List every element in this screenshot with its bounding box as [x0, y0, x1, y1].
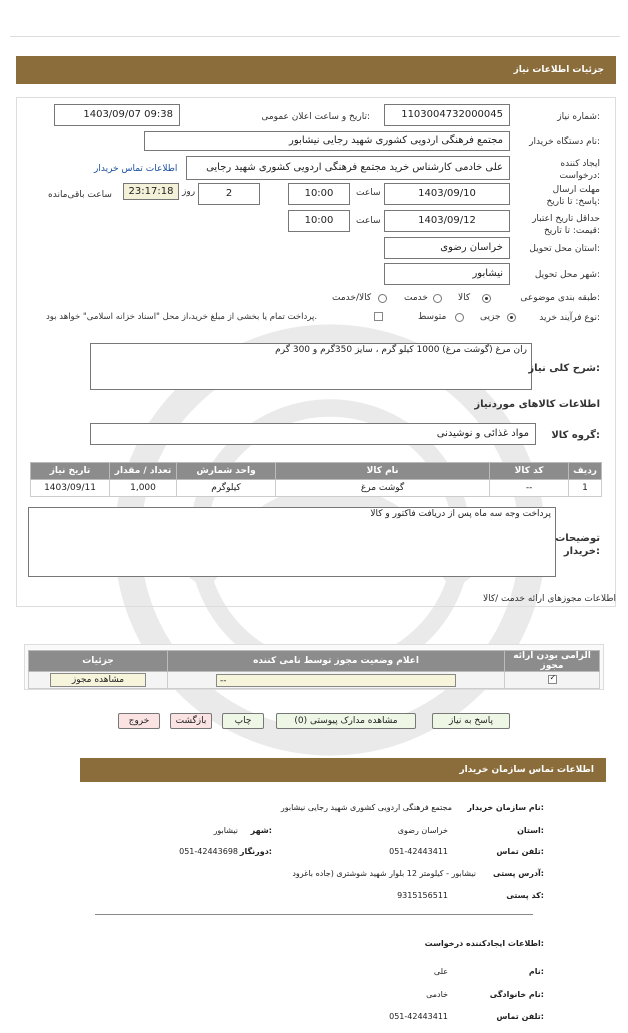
permit-required-cell	[505, 672, 600, 689]
contact-org-label: نام سازمان خریدار:	[467, 803, 544, 812]
permit-required-checkbox	[548, 675, 557, 684]
col-permit-details: جزئیات	[29, 651, 168, 672]
page-title: جزئیات اطلاعات نیاز	[513, 65, 604, 75]
remaining-label: ساعت باقی‌مانده	[48, 190, 112, 200]
contact-province-label: استان:	[517, 826, 544, 835]
col-row: ردیف	[569, 463, 602, 480]
deadline-time-label: ساعت	[356, 188, 381, 198]
goods-section-title: اطلاعات کالاهای موردنیاز	[474, 399, 600, 410]
day-label: روز	[182, 187, 196, 197]
process-minor-label: جزیی	[480, 312, 501, 322]
col-permit-required: الزامی بودن ارائه مجوز	[505, 651, 600, 672]
page-header	[16, 56, 616, 84]
buyer-notes-label: توضیحات خریدار:	[555, 533, 600, 557]
reply-button[interactable]: پاسخ به نیاز	[432, 713, 510, 729]
announce-field: 1403/09/07 09:38	[54, 104, 180, 126]
validity-time-label: ساعت	[356, 216, 381, 226]
province-label: استان محل تحویل:	[529, 244, 600, 254]
top-divider	[10, 36, 620, 37]
buyer-notes-text: پرداخت وجه سه ماه پس از دریافت فاکتور و کالا	[370, 509, 551, 519]
city-field: نیشابور	[384, 263, 510, 285]
creator-info-title: اطلاعات ایجادکننده درخواست:	[424, 939, 544, 948]
city-label: شهر محل تحویل:	[534, 270, 600, 280]
contact-city: نیشابور	[213, 826, 238, 835]
creator-family-label: نام خانوادگی:	[489, 990, 544, 999]
permit-details-cell	[29, 672, 168, 689]
cell-date: 1403/09/11	[31, 480, 110, 497]
category-goods-label: کالا	[458, 293, 471, 303]
creator-name: علی	[433, 967, 448, 976]
deadline-label: مهلت ارسال پاسخ: تا تاریخ:	[546, 185, 600, 207]
days-field: 2	[198, 183, 260, 205]
payment-checkbox[interactable]	[374, 312, 383, 321]
process-radio-medium[interactable]	[455, 313, 464, 322]
view-permit-button[interactable]: مشاهده مجوز	[50, 673, 146, 687]
process-medium-label: متوسط	[418, 312, 447, 322]
buyer-org-label: نام دستگاه خریدار:	[529, 137, 600, 147]
category-service-label: خدمت	[404, 293, 428, 303]
remaining-time-field: 23:17:18	[123, 183, 179, 200]
contact-header	[80, 758, 606, 782]
deadline-time-field: 10:00	[288, 183, 350, 205]
contact-title: اطلاعات تماس سازمان خریدار	[459, 765, 594, 775]
permits-table	[28, 650, 600, 689]
contact-phone: 051-42443411	[389, 847, 448, 856]
creator-field: علی خادمی کارشناس خرید مجتمع فرهنگی اردویی کشوری شهید رجایی	[186, 156, 510, 180]
cell-row: 1	[569, 480, 602, 497]
creator-label: ایجاد کننده درخواست:	[559, 159, 600, 181]
buyer-org-field: مجتمع فرهنگی اردویی کشوری شهید رجایی نیشابور	[144, 131, 510, 151]
table-row	[31, 480, 602, 497]
cell-code: --	[490, 480, 569, 497]
description-label: شرح کلی نیاز:	[528, 363, 600, 374]
creator-phone-label: تلفن تماس:	[496, 1012, 544, 1021]
permits-table-header	[29, 651, 600, 672]
category-label: طبقه بندی موضوعی:	[520, 293, 600, 303]
check-icon: ✓	[549, 673, 557, 682]
category-radio-goods[interactable]	[482, 294, 491, 303]
contact-province: خراسان رضوی	[397, 826, 448, 835]
permit-status-field: --	[216, 674, 456, 687]
validity-date-field: 1403/09/12	[384, 210, 510, 232]
cell-qty: 1,000	[110, 480, 177, 497]
col-code: کد کالا	[490, 463, 569, 480]
process-radio-minor[interactable]	[507, 313, 516, 322]
contact-fax-label: دورنگار:	[239, 847, 272, 856]
creator-phone: 051-42443411	[389, 1012, 448, 1021]
goods-group-field: مواد غذائی و نوشیدنی	[90, 423, 536, 445]
col-name: نام کالا	[276, 463, 490, 480]
print-button[interactable]: چاپ	[222, 713, 264, 729]
description-text: ران مرغ (گوشت مرغ) 1000 کیلو گرم ، سایز 350گرم و 300 گرم	[275, 345, 527, 355]
contact-postal: 9315156511	[397, 891, 448, 900]
process-label: نوع فرآیند خرید:	[539, 313, 600, 323]
description-box	[90, 343, 532, 390]
buyer-contact-link[interactable]: اطلاعات تماس خریدار	[94, 164, 178, 174]
col-unit: واحد شمارش	[177, 463, 276, 480]
buyer-notes-box	[28, 507, 556, 577]
announce-label: تاریخ و ساعت اعلان عمومی:	[261, 112, 370, 122]
exit-button[interactable]: خروج	[118, 713, 160, 729]
col-qty: تعداد / مقدار	[110, 463, 177, 480]
creator-name-label: نام:	[528, 967, 544, 976]
contact-phone-label: تلفن تماس:	[496, 847, 544, 856]
contact-city-label: شهر:	[250, 826, 272, 835]
contact-postal-label: کد پستی:	[506, 891, 544, 900]
col-permit-status: اعلام وضعیت مجوز توسط نامی کننده	[168, 651, 505, 672]
need-number-label: شماره نیاز:	[557, 112, 600, 122]
validity-time-field: 10:00	[288, 210, 350, 232]
contact-address: نیشابور - کیلومتر 12 بلوار شهید شوشتری (جاده باغرود	[292, 869, 476, 878]
goods-group-label: گروه کالا:	[551, 430, 600, 441]
permits-title: اطلاعات مجوزهای ارائه خدمت /کالا	[482, 594, 616, 604]
contact-fax: 051-42443698	[179, 847, 238, 856]
goods-table	[30, 462, 602, 497]
table-row	[29, 672, 600, 689]
deadline-date-field: 1403/09/10	[384, 183, 510, 205]
payment-note: پرداخت تمام یا بخشی از مبلغ خرید،از محل "اسناد خزانه اسلامی" خواهد بود.	[46, 312, 318, 322]
contact-address-label: آدرس پستی:	[493, 869, 544, 878]
permit-status-cell	[168, 672, 505, 689]
validity-label: حداقل تاریخ اعتبار قیمت: تا تاریخ:	[532, 214, 600, 236]
category-radio-service[interactable]	[433, 294, 442, 303]
creator-family: خادمی	[426, 990, 448, 999]
contact-org: مجتمع فرهنگی اردویی کشوری شهید رجایی نیشابور	[280, 803, 452, 812]
goods-table-header	[31, 463, 602, 480]
contact-divider	[95, 914, 533, 915]
cell-name: گوشت مرغ	[276, 480, 490, 497]
col-date: تاریخ نیاز	[31, 463, 110, 480]
cell-unit: کیلوگرم	[177, 480, 276, 497]
category-both-label: کالا/خدمت	[332, 293, 372, 303]
back-button[interactable]: بازگشت	[170, 713, 212, 729]
need-number-field: 1103004732000045	[384, 104, 510, 126]
attachments-button[interactable]: مشاهده مدارک پیوستی (0)	[276, 713, 416, 729]
province-field: خراسان رضوی	[384, 237, 510, 259]
category-radio-both[interactable]	[378, 294, 387, 303]
